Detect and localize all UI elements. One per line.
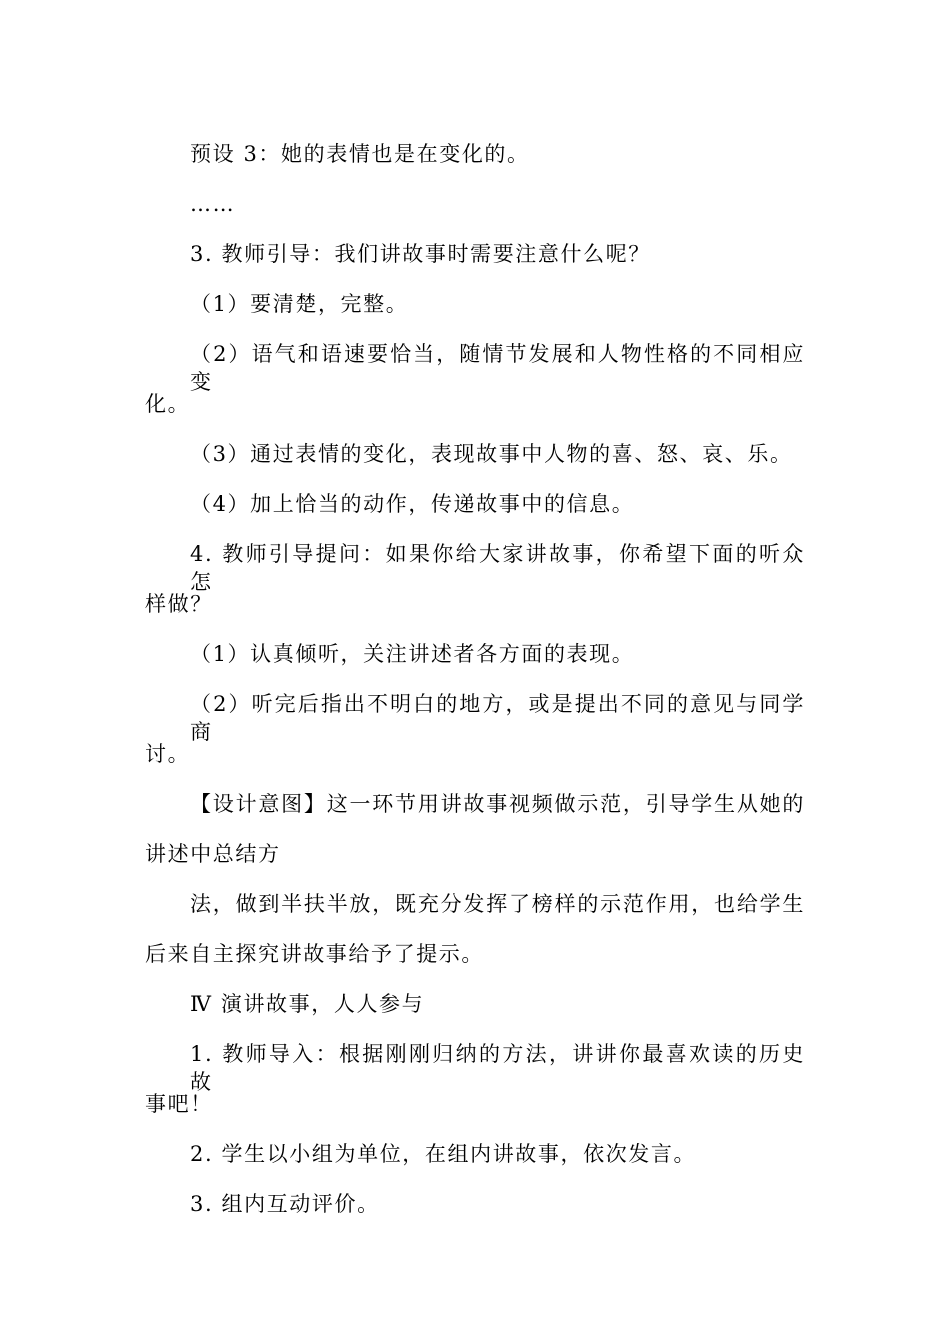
teacher-prompt-question-cont: 样做？ xyxy=(145,592,213,616)
design-intent: 【设计意图】这一环节用讲故事视频做示范，引导学生从她的 xyxy=(190,792,805,816)
design-intent-cont: 讲述中总结方 xyxy=(145,842,281,866)
teacher-guide-question: 3. 教师引导：我们讲故事时需要注意什么呢？ xyxy=(190,242,651,266)
teacher-prompt-question: 4. 教师引导提问：如果你给大家讲故事，你希望下面的听众怎 xyxy=(190,542,805,594)
group-storytelling: 2. 学生以小组为单位，在组内讲故事，依次发言。 xyxy=(190,1142,697,1166)
design-intent-para: 法，做到半扶半放，既充分发挥了榜样的示范作用，也给学生 xyxy=(190,892,805,916)
preset-3-line: 预设 3：她的表情也是在变化的。 xyxy=(190,142,530,166)
point-1-clear: （1）要清楚，完整。 xyxy=(190,292,409,316)
teacher-intro: 1. 教师导入：根据刚刚归纳的方法，讲讲你最喜欢读的历史故 xyxy=(190,1042,805,1094)
teacher-intro-cont: 事吧！ xyxy=(145,1092,213,1116)
point-2-tone: （2）语气和语速要恰当，随情节发展和人物性格的不同相应变 xyxy=(190,342,805,394)
point-4-action: （4）加上恰当的动作，传递故事中的信息。 xyxy=(190,492,635,516)
ellipsis-line: …… xyxy=(190,192,236,216)
group-evaluation: 3. 组内互动评价。 xyxy=(190,1192,380,1216)
listen-point-1: （1）认真倾听，关注讲述者各方面的表现。 xyxy=(190,642,635,666)
point-3-expression: （3）通过表情的变化，表现故事中人物的喜、怒、哀、乐。 xyxy=(190,442,793,466)
listen-point-2-cont: 讨。 xyxy=(145,742,191,766)
section-iv-heading: Ⅳ 演讲故事，人人参与 xyxy=(190,992,425,1016)
design-intent-para-cont: 后来自主探究讲故事给予了提示。 xyxy=(145,942,484,966)
listen-point-2: （2）听完后指出不明白的地方，或是提出不同的意见与同学商 xyxy=(190,692,805,744)
point-2-tone-cont: 化。 xyxy=(145,392,191,416)
